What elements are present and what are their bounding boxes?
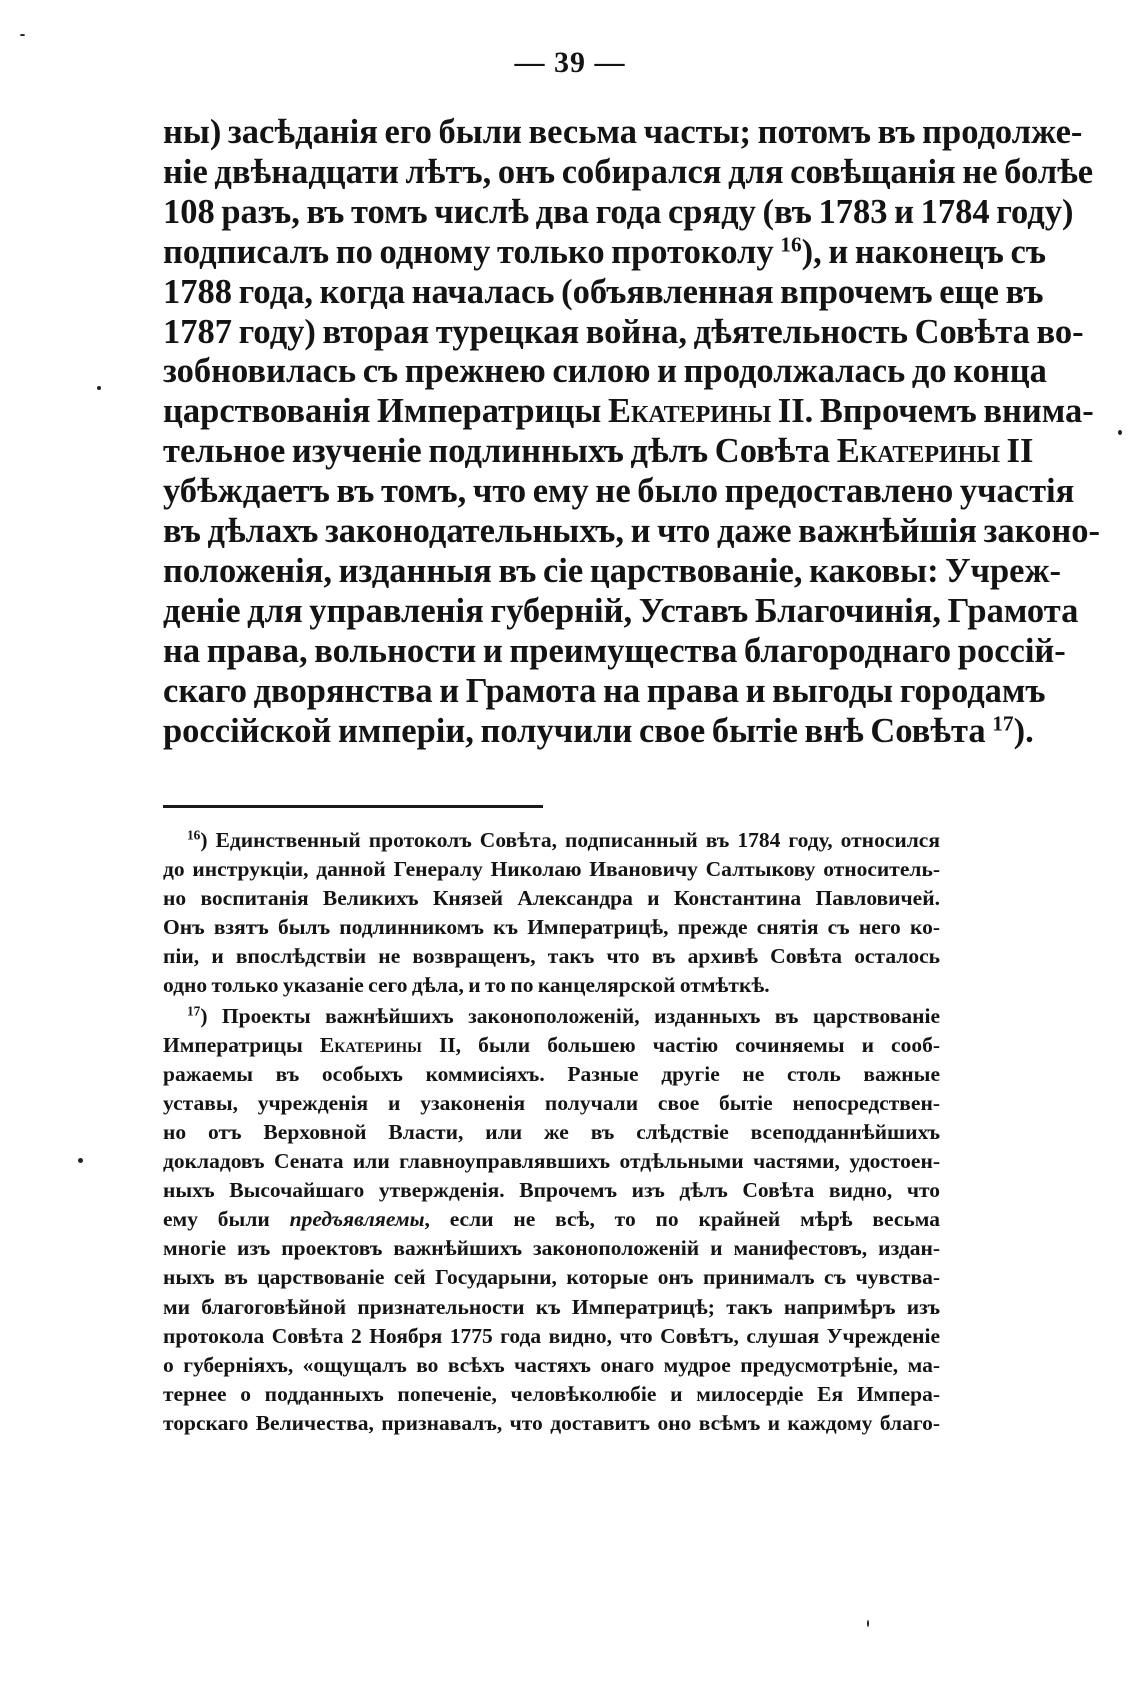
footnote-line [163,1031,940,1060]
footnote-line: ныхъ Высочайшаго утвержденія. Впрочемъ изъ дѣлъ Совѣта видно, что [163,1178,940,1203]
footnote-marker: 17 [187,1003,201,1019]
scan-speck [97,386,101,390]
text-fragment: ) Проекты важнѣйшихъ законоположеній, изданныхъ въ царствованіе [200,1003,940,1028]
text-line [163,392,1094,432]
footnote-line: ми благоговѣйной признательности къ Императрицѣ; такъ напримѣръ изъ [163,1294,940,1319]
footnote-line: но отъ Верховной Власти, или же въ слѣдствіе всеподданнѣйшихъ [163,1119,940,1144]
footnote-line: уставы, учрежденія и узаконенія получали свое бытіе непосредствен- [163,1090,940,1115]
text-line: 1787 году) вторая турецкая война, дѣятельность Совѣта во- [163,312,1084,351]
scan-speck [867,1620,869,1627]
footnote-line: протокола Совѣта 2 Ноября 1775 года видно, что Совѣтъ, слушая Учрежденіе [163,1323,940,1348]
footnote-16 [163,826,940,1001]
small-caps-name: Екатерины [836,432,1000,471]
footnote-marker: 16 [187,827,201,843]
footnote-17 [163,1002,940,1438]
text-fragment: тельное изученіе подлинныхъ дѣлъ Совѣта [163,432,831,471]
footnote-line: о губерніяхъ, «ощущалъ во всѣхъ частяхъ онаго мудрое предусмотрѣніе, ма- [163,1352,940,1377]
main-text [163,113,1100,752]
footnote-divider [163,805,543,808]
text-line: положенія, изданныя въ сіе царствованіе, каковы: Учреж- [163,551,1061,590]
text-line: 1788 года, когда началась (объявленная впрочемъ еще въ [163,272,1044,311]
footnote-line: докладовъ Сената или главноуправлявшихъ отдѣльными частями, удостоен- [163,1149,940,1174]
small-caps-name: Екатерины [607,392,772,431]
text-fragment: II [1006,432,1034,471]
text-line [163,432,1034,472]
footnote-line [163,1002,940,1031]
footnote-line: ныхъ въ царствованіе сей Государыни, которые онъ принималъ съ чувства- [163,1265,940,1290]
text-fragment: ему были [163,1207,270,1232]
footnote-line: торскаго Величества, признавалъ, что доставитъ оно всѣмъ и каждому благо- [163,1410,940,1435]
italic-emphasis: предъявляемы [289,1207,425,1232]
text-line: ны) засѣданія его были весьма часты; потомъ въ продолже- [163,113,1083,151]
footnote-line [163,1205,940,1234]
scan-speck [78,1158,83,1163]
footnote-line: піи, и впослѣдствіи не возвращенъ, такъ что въ архивѣ Совѣта осталось [163,944,940,969]
text-line: деніе для управленія губерній, Уставъ Благочинія, Грамота [163,591,1079,630]
scan-speck [1118,430,1122,435]
footnote-line: многіе изъ проектовъ важнѣйшихъ законоположеній и манифестовъ, издан- [163,1236,940,1261]
footnote-line [163,826,940,855]
text-fragment: ) Единственный протоколъ Совѣта, подписанный въ 1784 году, относился [200,828,940,852]
page-number: — 39 — [514,46,626,79]
text-fragment: II, были большею частію сочиняемы и сооб- [438,1032,941,1057]
text-line: убѣждаетъ въ томъ, что ему не было предоставлено участія [163,472,1075,511]
text-fragment: Императрицы [163,1032,303,1057]
text-fragment: россійской имперіи, получили свое бытіе внѣ Совѣта [163,711,986,750]
text-line: скаго дворянства и Грамота на права и выгоды городамъ [163,671,1046,710]
text-line: ніе двѣнадцати лѣтъ, онъ собирался для совѣщанія не болѣе [163,152,1094,191]
footnote-line: но воспитанія Великихъ Князей Александра и Константина Павловичей. [163,886,940,911]
text-fragment: ), и наконецъ съ [801,232,1046,271]
footnote-line: одно только указаніе сего дѣла, и то по канцелярской отмѣткѣ. [163,973,770,998]
footnotes [163,826,940,1438]
scan-speck [20,34,25,36]
text-line: 108 разъ, въ томъ числѣ два года сряду (въ 1783 и 1784 году) [163,192,1074,231]
text-fragment: подписалъ по одному только протоколу [163,232,774,271]
footnote-line: ражаемы въ особыхъ коммисіяхъ. Разные другіе не столь важные [163,1061,940,1086]
text-fragment: II. Впрочемъ внима- [777,392,1094,431]
text-line: зобновилась съ прежнею силою и продолжалась до конца [163,352,1047,391]
text-line [163,710,1034,752]
footnote-line: Онъ взятъ былъ подлинникомъ къ Императрицѣ, прежде снятія съ него ко- [163,915,940,940]
footnote-ref-16: 16 [780,231,802,256]
footnote-ref-17: 17 [992,710,1014,735]
text-fragment: , если не всѣ, то по крайней мѣрѣ весьма [424,1207,940,1232]
text-fragment: царствованія Императрицы [163,392,602,431]
text-line [163,231,1046,273]
footnote-line: до инструкціи, данной Генералу Николаю Ивановичу Салтыкову относитель- [163,857,940,882]
text-line: на права, вольности и преимущества благороднаго россій- [163,631,1066,670]
text-line: въ дѣлахъ законодательныхъ, и что даже важнѣйшія законо- [163,512,1100,551]
footnote-line: тернее о подданныхъ попеченіе, человѣколюбіе и милосердіе Ея Импера- [163,1381,940,1406]
small-caps-name: Екатерины [319,1032,422,1057]
text-fragment: ). [1013,711,1034,750]
